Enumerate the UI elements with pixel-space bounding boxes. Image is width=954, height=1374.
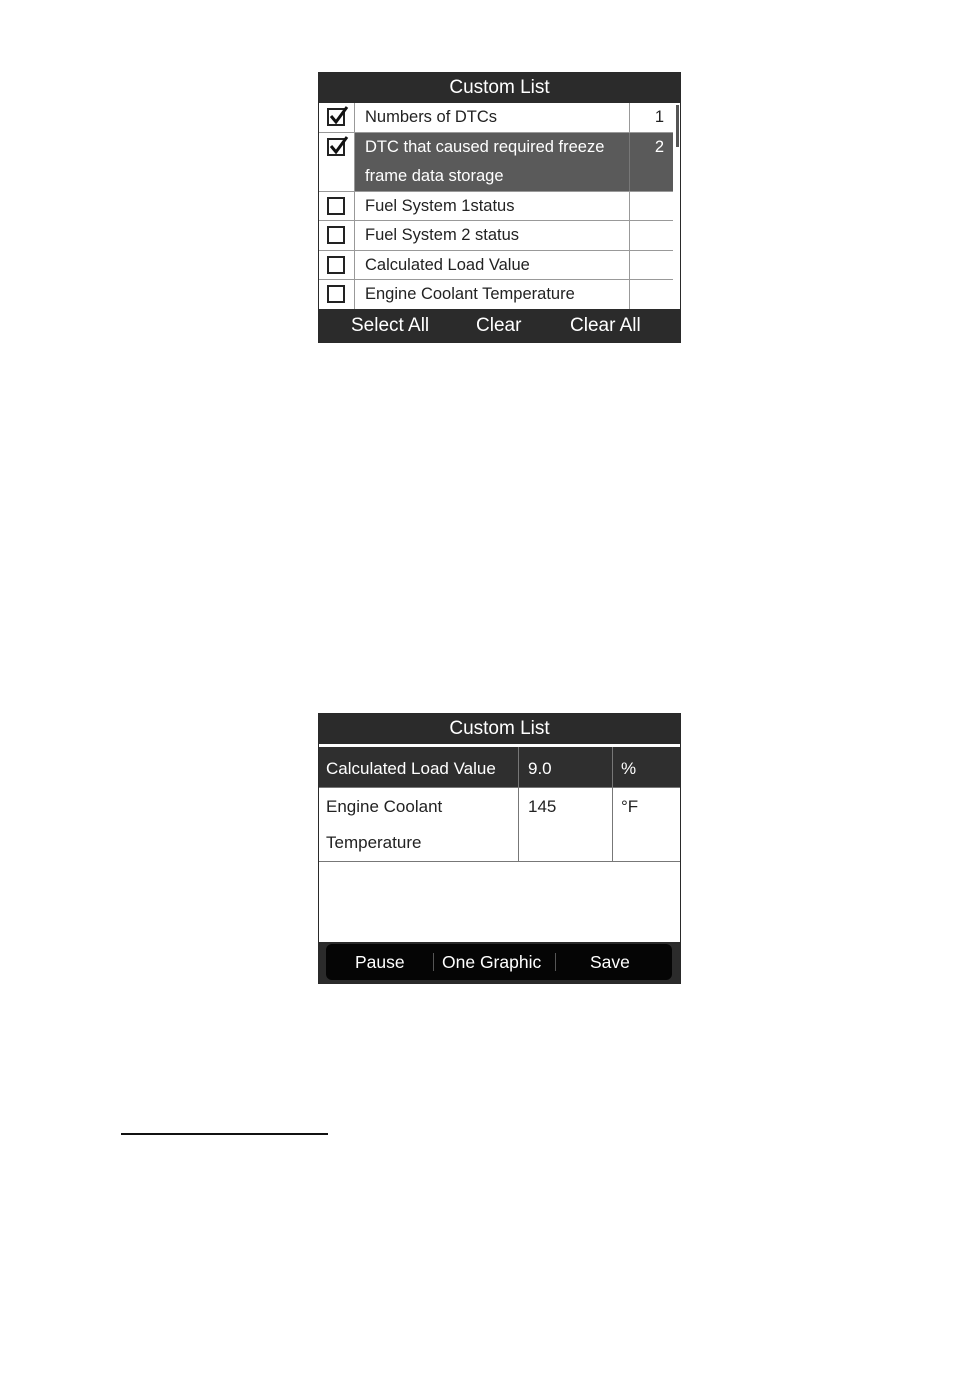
divider xyxy=(555,953,556,971)
checkmark-icon xyxy=(328,105,350,127)
parameter-name-line1: Engine Coolant xyxy=(326,797,443,816)
checkbox-checked[interactable] xyxy=(327,108,345,126)
list-item-number xyxy=(629,280,673,310)
scrollbar-thumb[interactable] xyxy=(676,105,679,147)
checkmark-icon xyxy=(328,135,350,157)
select-all-button[interactable]: Select All xyxy=(351,315,430,336)
clear-button[interactable]: Clear xyxy=(476,315,522,336)
list-item-label-line1: DTC that caused required freeze xyxy=(365,137,605,156)
list-item-calculated-load[interactable] xyxy=(319,251,673,281)
one-graphic-button[interactable]: One Graphic xyxy=(442,952,542,972)
checkbox-unchecked[interactable] xyxy=(327,285,345,303)
table-row-selected[interactable] xyxy=(319,747,680,788)
parameter-value: 9.0 xyxy=(519,747,613,787)
list-item-number xyxy=(629,192,673,221)
list-item-number xyxy=(629,221,673,250)
action-pill xyxy=(326,944,672,980)
parameter-name xyxy=(319,788,519,861)
list-item-label: Numbers of DTCs xyxy=(365,108,498,126)
list-item-label xyxy=(355,133,629,191)
parameter-unit: % xyxy=(621,759,637,778)
live-data-screen xyxy=(318,713,681,984)
checkbox-unchecked[interactable] xyxy=(327,256,345,274)
parameter-value: 145 xyxy=(519,788,613,861)
pause-button[interactable]: Pause xyxy=(355,952,405,972)
scrollbar[interactable] xyxy=(674,103,680,310)
list-item-label: Calculated Load Value xyxy=(365,255,530,274)
list-item-fuel-system-1[interactable] xyxy=(319,192,673,222)
bottom-action-bar xyxy=(319,942,680,983)
parameter-unit: °F xyxy=(621,797,639,816)
clear-all-button[interactable]: Clear All xyxy=(570,315,641,336)
screen-title: Custom List xyxy=(319,714,680,747)
custom-list xyxy=(319,103,673,310)
list-item-number xyxy=(629,251,673,280)
parameter-name-line2: Temperature xyxy=(326,833,422,852)
list-item-label-line2: frame data storage xyxy=(365,167,504,185)
list-item-number: 1 xyxy=(629,103,673,132)
custom-list-screen xyxy=(318,72,681,343)
bottom-action-bar xyxy=(319,309,680,342)
list-item-engine-coolant[interactable] xyxy=(319,280,673,310)
save-button[interactable]: Save xyxy=(590,952,630,972)
checkbox-checked[interactable] xyxy=(327,138,345,156)
list-item-numbers-of-dtcs[interactable] xyxy=(319,103,673,133)
list-item-label: Fuel System 2 status xyxy=(365,226,520,244)
checkbox-unchecked[interactable] xyxy=(327,197,345,215)
live-data-table xyxy=(319,747,680,862)
parameter-name: Calculated Load Value xyxy=(319,747,519,787)
list-item-dtc-freeze-frame[interactable] xyxy=(319,133,673,192)
table-row[interactable] xyxy=(319,788,680,862)
list-item-number: 2 xyxy=(629,133,673,191)
list-item-label: Fuel System 1status xyxy=(365,196,515,215)
list-item-fuel-system-2[interactable] xyxy=(319,221,673,251)
list-item-label: Engine Coolant Temperature xyxy=(365,285,575,303)
horizontal-rule xyxy=(121,1133,328,1135)
screen-title: Custom List xyxy=(319,73,680,103)
divider xyxy=(433,953,434,971)
checkbox-unchecked[interactable] xyxy=(327,226,345,244)
